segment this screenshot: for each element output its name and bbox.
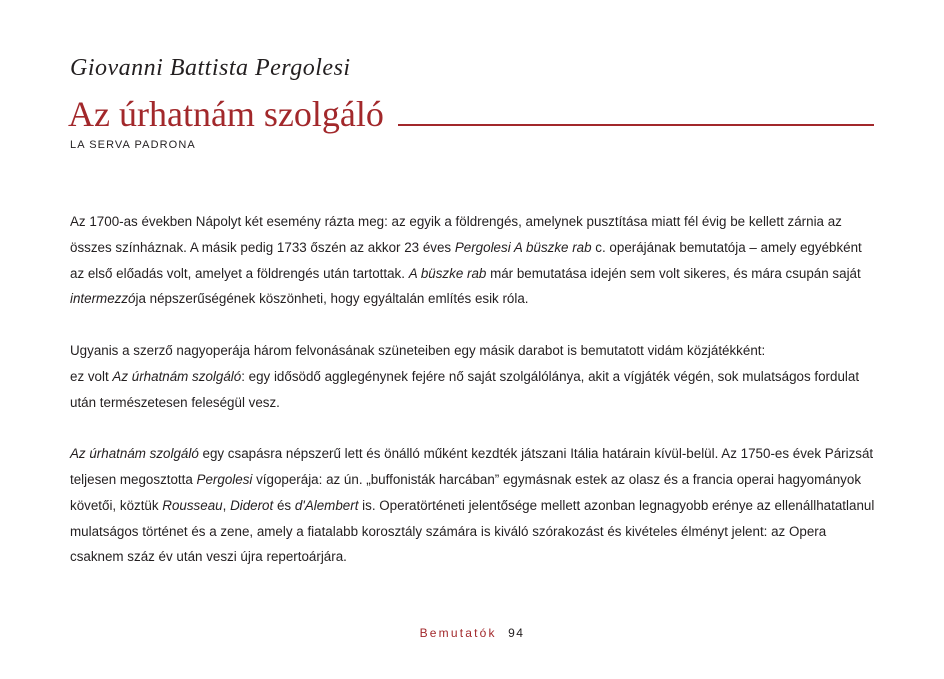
text-run: már bemutatása idején sem volt sikeres, és mára csupán saját [486, 265, 861, 281]
italic-text-run: A büszke rab [408, 265, 487, 281]
page-footer [0, 626, 944, 640]
text-run: : egy idősödő agglegénynek fejére nő saját szolgálólánya, akit a vígjáték végén, sok mulatságos fordulat után természetesen feleségül vesz. [70, 368, 860, 410]
text-run: is. Operatörténeti jelentősége mellett azonban legnagyobb erénye az ellenállhatatlanul mulatságos történet és a zene, amely a fiatalabb korosztály számára is kiváló szórakozást és kivételes élményt jelent: az Opera csaknem száz év után veszi újra repertoárjára. [70, 497, 875, 565]
italic-text-run: Az úrhatnám szolgáló [70, 446, 199, 462]
paragraph-2 [70, 338, 876, 415]
text-run: ez volt [70, 368, 113, 384]
title-underline-rule [398, 124, 874, 126]
page-number: 94 [508, 626, 525, 640]
page-title: Az úrhatnám szolgáló [68, 94, 384, 134]
italic-text-run: Az úrhatnám szolgáló [112, 368, 242, 384]
composer-name: Giovanni Battista Pergolesi [70, 55, 351, 81]
italic-text-run: Pergolesi A büszke rab [454, 239, 592, 255]
italic-text-run: Diderot [230, 497, 274, 513]
text-run: vígoperája: az ún. „buffonisták harcában” egymásnak estek az olasz és a francia operai hagyományok követői, köztük [70, 471, 862, 513]
text-run: c. operájának bemutatója – amely egyébként az első előadás volt, amelyet a földrengés után tartottak. [70, 239, 862, 281]
paragraph-3 [70, 441, 876, 570]
original-title: LA SERVA PADRONA [70, 139, 196, 151]
footer-section-label: Bemutatók [419, 626, 497, 640]
text-run: ja népszerűségének köszönheti, hogy egyáltalán említés esik róla. [135, 291, 529, 307]
text-run: Az 1700-as években Nápolyt két esemény rázta meg: az egyik a földrengés, amelynek pusztítása miatt fél évig be kellett zárnia az összes színháznak. A másik pedig 1733 őszén az akkor 23 éves [70, 214, 842, 255]
italic-text-run: intermezzó [70, 291, 136, 307]
italic-text-run: Rousseau [162, 497, 223, 513]
article-body [70, 209, 876, 596]
italic-text-run: d'Alembert [294, 497, 359, 513]
paragraph-1 [70, 209, 876, 312]
text-run: és [273, 497, 295, 513]
italic-text-run: Pergolesi [196, 471, 253, 487]
text-run: egy csapásra népszerű lett és önálló műként kezdték játszani Itália határain kívül-belül. Az 1750-es évek Párizsát teljesen megosztotta [70, 446, 874, 487]
title-row [68, 93, 874, 135]
text-run: Ugyanis a szerző nagyoperája három felvonásának szüneteiben egy másik darabot is bemutatott vidám közjátékként: [70, 342, 766, 358]
text-run: , [222, 497, 231, 513]
